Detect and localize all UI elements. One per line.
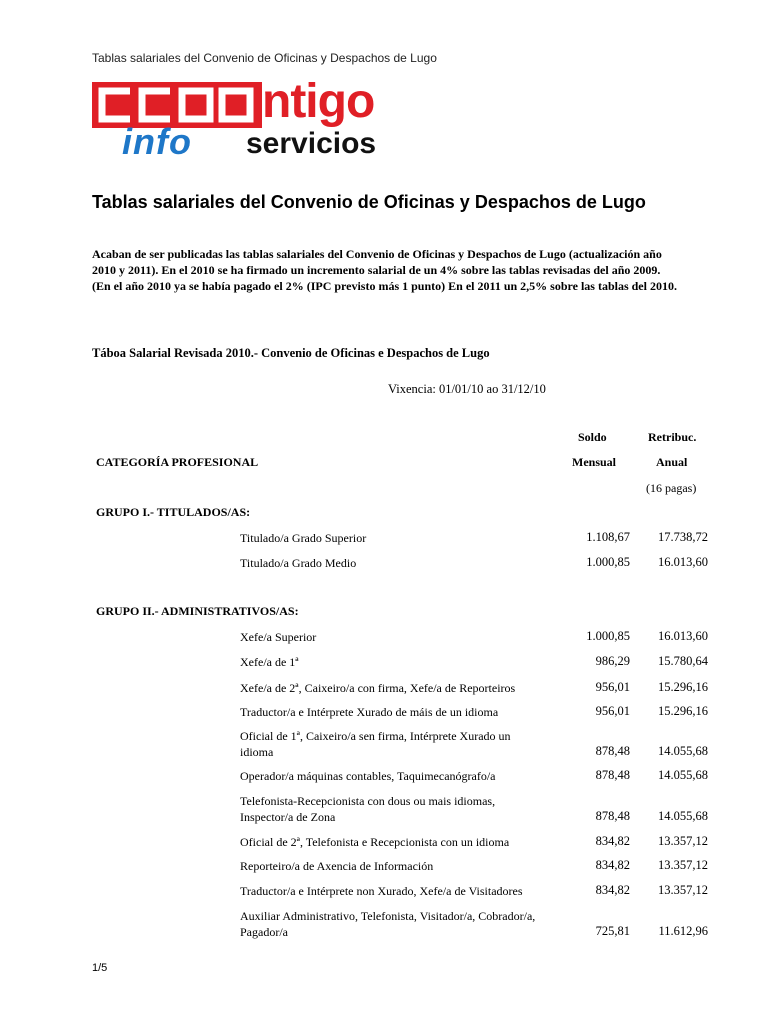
table-row-anual: 13.357,12 (658, 883, 708, 897)
table-row-label: Oficial de 2ª, Telefonista e Recepcionista con un idioma (240, 835, 510, 849)
group-title: GRUPO II.- ADMINISTRATIVOS/AS: (96, 604, 299, 618)
ccoo-contigo-logo (92, 76, 422, 172)
table-row-anual: 11.612,96 (658, 924, 708, 938)
table-row-label: Telefonista-Recepcionista con dous ou mais idiomas, Inspector/a de Zona (240, 794, 496, 824)
table-row-mensual: 1.000,85 (586, 555, 630, 569)
running-header: Tablas salariales del Convenio de Oficinas y Despachos de Lugo (92, 51, 437, 65)
table-row-mensual: 1.000,85 (586, 629, 630, 643)
group-title: GRUPO I.- TITULADOS/AS: (96, 505, 251, 519)
table-row-anual: 16.013,60 (658, 555, 708, 569)
table-row-anual: 14.055,68 (658, 768, 708, 782)
table-row-label: Traductor/a e Intérprete Xurado de máis de un idioma (240, 705, 499, 719)
col-header-mensual: Mensual (572, 455, 617, 469)
table-row-mensual: 956,01 (595, 704, 630, 718)
page-title: Tablas salariales del Convenio de Oficinas y Despachos de Lugo (92, 192, 646, 212)
logo-info-text: info (122, 121, 192, 162)
table-row-mensual: 834,82 (595, 883, 630, 897)
table-row-label: Oficial de 1ª, Caixeiro/a sen firma, Intérprete Xurado un idioma (240, 729, 511, 759)
table-row-anual: 15.296,16 (658, 704, 708, 718)
table-row-label: Operador/a máquinas contables, Taquimecanógrafo/a (240, 769, 496, 783)
validity-period: Vixencia: 01/01/10 ao 31/12/10 (388, 382, 546, 396)
table-row-mensual: 725,81 (595, 924, 630, 938)
col-header-pagas: (16 pagas) (646, 481, 697, 495)
table-row-mensual: 986,29 (595, 654, 630, 668)
table-row-anual: 17.738,72 (658, 530, 708, 544)
table-row-mensual: 834,82 (595, 858, 630, 872)
table-row-anual: 15.780,64 (658, 654, 708, 668)
table-row-mensual: 834,82 (595, 834, 630, 848)
table-row-mensual: 878,48 (595, 768, 630, 782)
table-row-label: Xefe/a Superior (240, 630, 317, 644)
table-row-anual: 14.055,68 (658, 809, 708, 823)
table-row-anual: 14.055,68 (658, 744, 708, 758)
table-row-anual: 13.357,12 (658, 858, 708, 872)
logo-servicios-text: servicios (246, 127, 377, 160)
table-row-label: Traductor/a e Intérprete non Xurado, Xefe/a de Visitadores (240, 884, 523, 898)
col-header-retribuc: Retribuc. (648, 430, 697, 444)
table-row-mensual: 956,01 (595, 680, 630, 694)
page-number: 1/5 (92, 962, 108, 974)
table-row-mensual: 1.108,67 (586, 530, 630, 544)
col-header-soldo: Soldo (578, 430, 607, 444)
intro-paragraph: Acaban de ser publicadas las tablas salariales del Convenio de Oficinas y Despachos de Lugo (actualización año 2010 y 2011). En el 2010 se ha firmado un incremento salarial de un 4% sobre las tablas revisadas del año 2009. (En el año 2010 ya se había pagado el 2% (IPC previsto más 1 punto) En el 2011 un 2,5% sobre las tablas del 2010. (92, 247, 677, 293)
col-header-categoria: CATEGORÍA PROFESIONAL (96, 455, 259, 469)
table-row-label: Xefe/a de 2ª, Caixeiro/a con firma, Xefe/a de Reporteiros (240, 681, 516, 695)
table-row-label: Titulado/a Grado Superior (240, 531, 367, 545)
table-row-anual: 15.296,16 (658, 680, 708, 694)
col-header-anual: Anual (656, 455, 688, 469)
table-row-label: Auxiliar Administrativo, Telefonista, Visitador/a, Cobrador/a, Pagador/a (240, 909, 536, 939)
table-row-anual: 16.013,60 (658, 629, 708, 643)
table-row-mensual: 878,48 (595, 744, 630, 758)
table-row-mensual: 878,48 (595, 809, 630, 823)
table-row-label: Titulado/a Grado Medio (240, 556, 357, 570)
table-title: Táboa Salarial Revisada 2010.- Convenio de Oficinas e Despachos de Lugo (92, 346, 490, 360)
table-row-anual: 13.357,12 (658, 834, 708, 848)
table-row-label: Xefe/a de 1ª (240, 655, 299, 669)
logo-ntigo-text: ntigo (262, 75, 375, 128)
table-row-label: Reporteiro/a de Axencia de Información (240, 859, 434, 873)
